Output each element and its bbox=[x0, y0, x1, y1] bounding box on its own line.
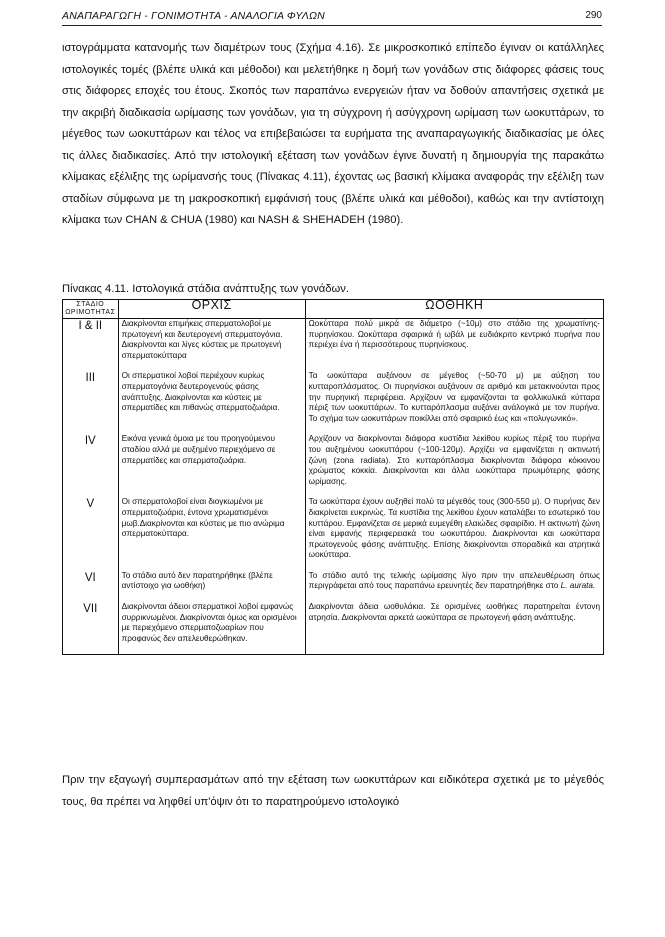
testis-cell: Εικόνα γενικά όμοια με του προηγούμενου σταδίου αλλά με αυξημένο περιεχόμενο σε σπερματίδες και σπερματοζωάρια. bbox=[118, 434, 305, 487]
ovary-cell: Ωοκύτταρα πολύ μικρά σε διάμετρο (~10μ) στο στάδιο της χρωματίνης-πυρηνίσκου. Ωοκύτταρα σφαιρικά ή ωβάλ με ευδιάκριτο κεντρικό πυρήνα που περιέχει ένα ή περισσότερους πυρηνίσκους. bbox=[305, 319, 603, 362]
stage-column-header: ΣΤΑΔΙΟ ΩΡΙΜΟΤΗΤΑΣ bbox=[63, 300, 119, 319]
ovary-cell: Τα ωοκύτταρα έχουν αυξηθεί πολύ τα μέγεθός τους (300-550 μ). Ο πυρήνας δεν διακρίνεται ευκρινώς. Τα κυστίδια της λεκίθου έχουν καταλάβει το εσωτερικό του κυττάρου. Εμφανίζεται σε μερικά ευμεγέθη ελαιώδες σφαιρίδιο. Η ακτινωτή ζώνη είναι εμφανής περιφερειακά του ωοκυττάρου. Διακρίνονται και ωοκύτταρα πρωτογενούς φάσης ανάπτυξης. Επίσης διακρίνονται σποραδικά και ατρητικά ωοκύτταρα. bbox=[305, 497, 603, 561]
table-caption: Πίνακας 4.11. Ιστολογικά στάδια ανάπτυξης των γονάδων. bbox=[62, 283, 349, 295]
ovary-cell: Διακρίνονται άδεια ωοθυλάκια. Σε ορισμένες ωοθήκες παρατηρείται έντονη ατρησία. Διακρίνονται αρκετά ωοκύτταρα σε πρωτογενή φάση ανάπτυξης. bbox=[305, 602, 603, 644]
ovary-cell: Τα ωοκύτταρα αυξάνουν σε μέγεθος (~50-70 μ) με αύξηση του κυτταροπλάσματος. Οι πυρηνίσκοι αυξάνουν σε αριθμό και μετακινούνται προς την πυρηνική περιφέρεια. Αρχίζουν να εμφανίζονται τα φολλικυλικά κύτταρα πέριξ των ωοκυττάρων. Το κυτταρόπλασμα αυξάνει ανάλογικά με τον πυρήνα. Το σχήμα των ωοκυττάρων ποικίλλει από σφαιρικό έως και «πολυγωνικό». bbox=[305, 371, 603, 424]
stage-cell: VII bbox=[63, 602, 119, 644]
row-spacer bbox=[63, 487, 604, 497]
ovary-cell bbox=[305, 571, 603, 592]
row-spacer bbox=[63, 424, 604, 434]
species-name: L. aurata. bbox=[560, 581, 596, 591]
table-row bbox=[63, 602, 604, 644]
ovary-text: Το στάδιο αυτό της τελικής ωρίμασης λίγο πριν την απελευθέρωση όπως περιγράφεται από τους παραπάνω ερευνητές δεν παρατηρήθηκε στο bbox=[308, 570, 600, 591]
running-header bbox=[62, 9, 602, 26]
testis-cell: Οι σπερματολοβοί είναι διογκωμένοι με σπερματοζωάρια, έντονα χρωματισμένοι μωβ.Διακρίνονται και κύστεις με πιο ανώριμα σπερματοκύτταρα. bbox=[118, 497, 305, 561]
header-title: ΑΝΑΠΑΡΑΓΩΓΗ - ΓΟΝΙΜΟΤΗΤΑ - ΑΝΑΛΟΓΙΑ ΦΥΛΩΝ bbox=[62, 10, 325, 22]
stage-cell: I & II bbox=[63, 319, 119, 362]
testis-cell: Οι σπερματικοί λοβοί περιέχουν κυρίως σπερματογόνια δευτερογενούς φάσης ανάπτυξης. Διακρίνονται και κύστεις με σπερματίδες και πιθανώς σπερματοζωάρια. bbox=[118, 371, 305, 424]
table-row bbox=[63, 319, 604, 362]
ovary-cell: Αρχίζουν να διακρίνονται διάφορα κυστίδια λεκίθου κυρίως πέριξ του πυρήνα του αυξημένου ωοκυττάρου (~100-120μ). Αρχίζει να εμφανίζεται η ακτινωτή ζώνη (zona radiata). Στο κυτταρόπλασμα διακρίνονται διάφορα κόκκινου χρώματος κοκκία. Διακρίνονται και άλλα ωοκύτταρα πρωιμότερης φάσης ωρίμασης. bbox=[305, 434, 603, 487]
body-paragraph-1: ιστογράμματα κατανομής των διαμέτρων τους (Σχήμα 4.16). Σε μικροσκοπικό επίπεδο έγιναν οι κατάλληλες ιστολογικές τομές (βλέπε υλικά και μέθοδοι) και μελετήθηκε η δομή των γονάδων στις διάφορες φάσεις τους στις διάφορες εποχές του έτους. Σκοπός των παραπάνω ενεργειών ήταν να δοθούν απαντήσεις σχετικά με την ακριβή διαδικασία ωρίμασης των γονάδων, για τη σύγχρονη ή ασύγχρονη ωρίμαση των ωοκυττάρων, το μέγεθος των ωοκυττάρων και τέλος να επιβεβαιώσει τα ευρήματα της αναπαραγωγικής διαδικασίας με όλες τις άλλες διαδικασίες. Από την ιστολογική εξέταση των γονάδων έγινε δυνατή η δημιουργία της παρακάτω κλίμακας εξέλιξης της ωρίμανσής τους (Πίνακας 4.11), έχοντας ως βασική κλίμακα αναφοράς την εξέλιξη των σταδίων σύμφωνα με τη μακροσκοπική εμφάνισή τους (βλέπε υλικά και μέθοδοι), καθώς και την αντίστοιχη κλίμακα των CHAN & CHUA (1980) και NASH & SHEHADEH (1980). bbox=[62, 42, 604, 226]
ovary-column-header: ΩΟΘΗΚΗ bbox=[305, 300, 603, 319]
testis-column-header: ΟΡΧΙΣ bbox=[118, 300, 305, 319]
testis-cell: Διακρίνονται άδειοι σπερματικοί λοβοί εμφανώς συρρικνωμένοι. Διακρίνονται όμως και ορισμένοι με περιεχόμενο σπερματοζωαρίων που προφανώς δεν απελευθερώθηκαν. bbox=[118, 602, 305, 644]
table-row bbox=[63, 571, 604, 592]
page-number: 290 bbox=[585, 10, 602, 21]
stage-cell: V bbox=[63, 497, 119, 561]
row-spacer bbox=[63, 644, 604, 655]
stage-cell: III bbox=[63, 371, 119, 424]
table-header-row bbox=[63, 300, 604, 319]
table-row bbox=[63, 497, 604, 561]
row-spacer bbox=[63, 561, 604, 571]
body-paragraph-2: Πριν την εξαγωγή συμπερασμάτων από την εξέταση των ωοκυττάρων και ειδικότερα σχετικά με το μέγεθός τους, θα πρέπει να ληφθεί υπ'όψιν ότι το παρατηρούμενο ιστολογικό bbox=[62, 774, 604, 808]
testis-cell: Διακρίνονται επιμήκεις σπερματολοβοί με πρωτογενή και δευτερογενή σπερματογόνια. Διακρίνονται και λίγες κύστεις με πρωτογενή σπερματοκύτταρα bbox=[118, 319, 305, 362]
table-row bbox=[63, 434, 604, 487]
row-spacer bbox=[63, 361, 604, 371]
row-spacer bbox=[63, 592, 604, 602]
testis-cell: Το στάδιο αυτό δεν παρατηρήθηκε (βλέπε αντίστοιχο για ωοθήκη) bbox=[118, 571, 305, 592]
table-row bbox=[63, 371, 604, 424]
histology-stages-table bbox=[62, 299, 604, 655]
stage-cell: VI bbox=[63, 571, 119, 592]
stage-cell: IV bbox=[63, 434, 119, 487]
